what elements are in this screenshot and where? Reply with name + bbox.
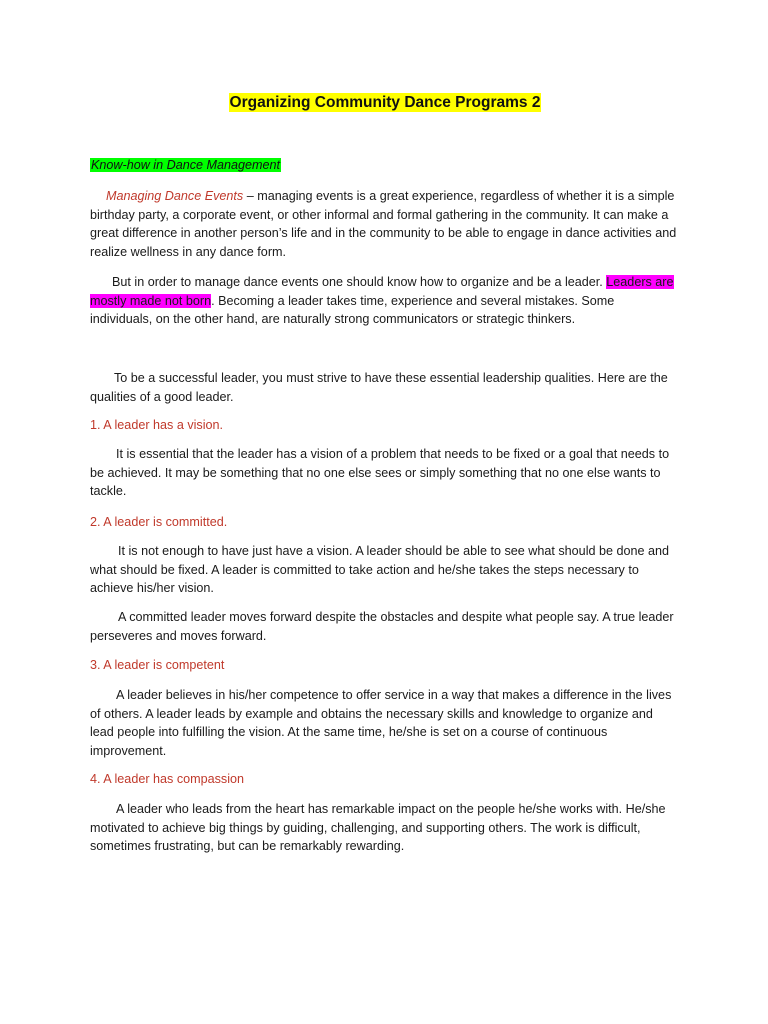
quality-2-heading-block: [90, 513, 680, 532]
intro-text: – managing events is a great experience, regardless of whether it is a simple birthday party, a corporate event, or other informal and formal gathering in the community. It can make a great difference in another person’s life and in the community to be able to engage in dance activities and realize wellness in any dance form.: [90, 189, 677, 259]
quality-3-paragraph-block: [90, 686, 680, 760]
section-heading: Know-how in Dance Management: [91, 158, 281, 172]
document-page: [90, 0, 680, 1024]
quality-1-heading-block: [90, 416, 680, 435]
quality-2-paragraph-1-block: [90, 542, 680, 598]
document-title: Organizing Community Dance Programs 2: [229, 94, 541, 111]
quality-4-paragraph: A leader who leads from the heart has remarkable impact on the people he/she works with. He/she motivated to achieve big things by guiding, challenging, and supporting others. The work is difficult, sometimes frustrating, but can be remarkably rewarding.: [90, 802, 666, 854]
paragraph-3-text: To be a successful leader, you must strive to have these essential leadership qualities. Here are the qualities of a good leader.: [90, 371, 668, 404]
quality-1-paragraph: It is essential that the leader has a vision of a problem that needs to be fixed or a goal that needs to be achieved. It may be something that no one else sees or simply something that no one else wants to tackle.: [90, 447, 670, 499]
quality-2-paragraph-2-block: [90, 608, 680, 645]
quality-4-heading: 4. A leader has compassion: [90, 772, 245, 786]
title-wrapper: [90, 94, 680, 113]
quality-2-heading: 2. A leader is committed.: [90, 515, 228, 529]
section-heading-block: [90, 156, 680, 175]
quality-3-paragraph: A leader believes in his/her competence to offer service in a way that makes a difference in the lives of others. A leader leads by example and obtains the necessary skills and knowledge to organize and lead people into fulfilling the vision. At the same time, he/she is set on a course of continuous improvement.: [90, 688, 672, 758]
quality-4-paragraph-block: [90, 800, 680, 856]
highlighted-phrase: Leaders are mostly made not born: [90, 275, 674, 308]
quality-1-heading: 1. A leader has a vision.: [90, 418, 224, 432]
quality-1-paragraph-block: [90, 445, 680, 501]
quality-2-paragraph-1: It is not enough to have just have a vision. A leader should be able to see what should be done and what should be fixed. A leader is committed to take action and he/she takes the steps necessary to achieve his/her vision.: [90, 544, 670, 596]
quality-3-heading-block: [90, 656, 680, 675]
paragraph-2: [90, 273, 680, 329]
paragraph-2-before: But in order to manage dance events one should know how to organize and be a leader.: [112, 275, 607, 289]
quality-2-paragraph-2: A committed leader moves forward despite the obstacles and despite what people say. A true leader perseveres and moves forward.: [90, 610, 674, 643]
paragraph-3: [90, 369, 680, 406]
intro-lead-term: Managing Dance Events: [106, 189, 244, 203]
paragraph-2-after: . Becoming a leader takes time, experience and several mistakes. Some individuals, on the other hand, are naturally strong communicators or strategic thinkers.: [90, 293, 615, 327]
quality-4-heading-block: [90, 770, 680, 789]
quality-3-heading: 3. A leader is competent: [90, 658, 225, 672]
intro-paragraph: [90, 187, 680, 261]
